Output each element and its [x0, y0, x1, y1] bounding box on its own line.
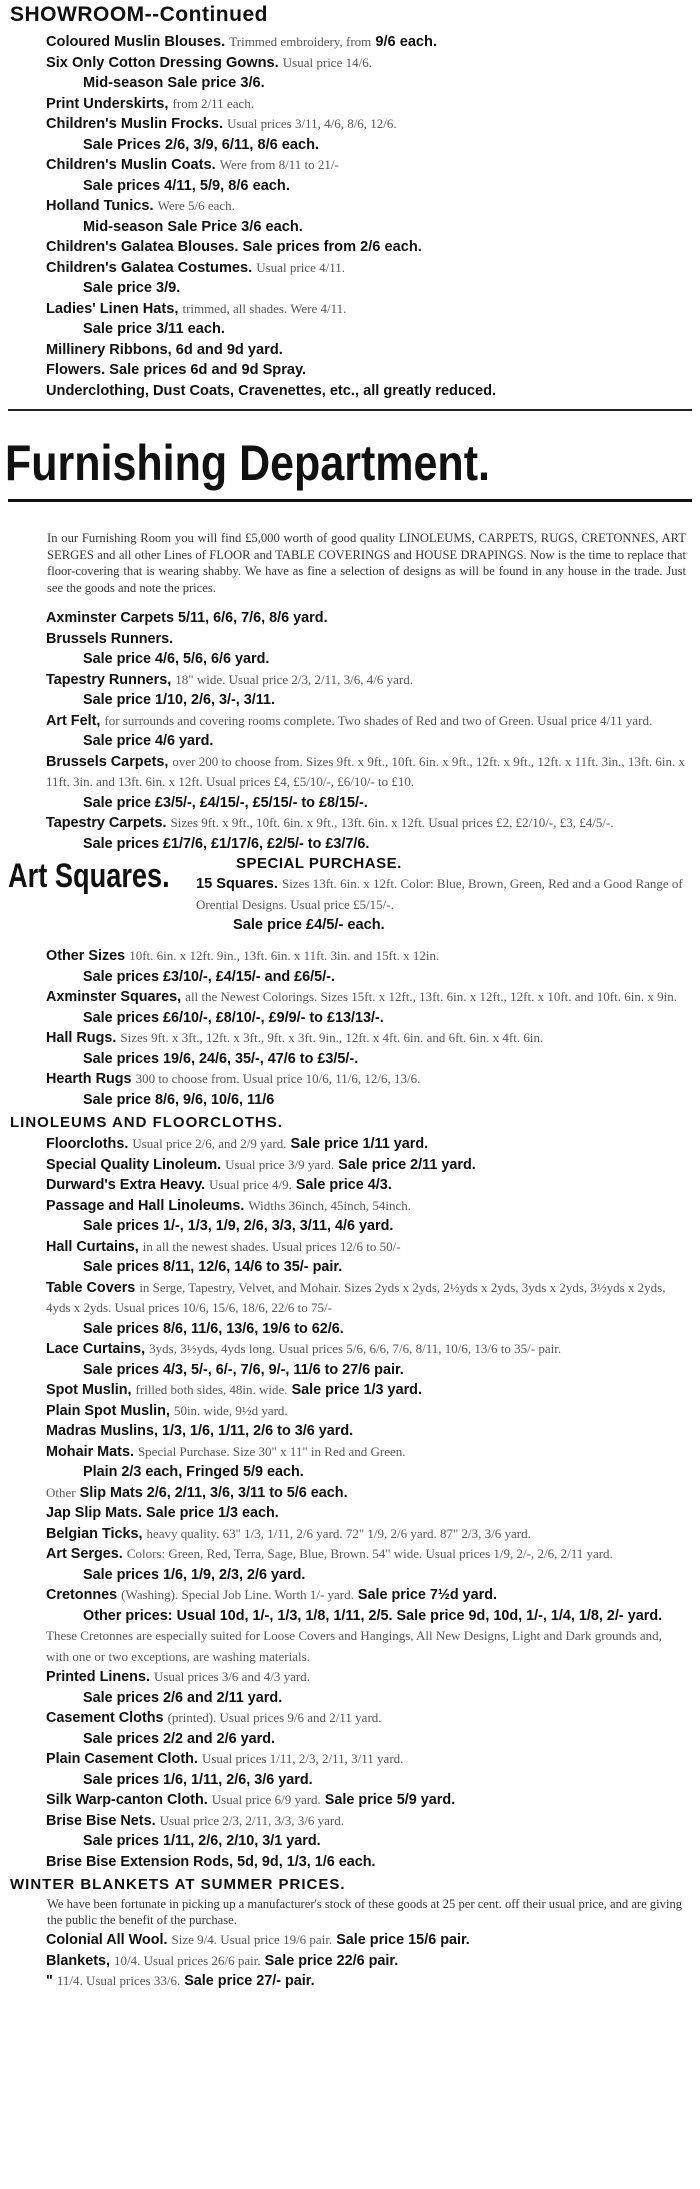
item-name: Spot Muslin,	[46, 1382, 132, 1398]
linoleums-heading: LINOLEUMS AND FLOORCLOTHS.	[10, 1114, 283, 1131]
item-detail: Usual price 4/9.	[209, 1177, 292, 1192]
item-sale-price: Sale Prices 2/6, 3/9, 6/11, 8/6 each.	[83, 136, 320, 153]
item-sale-price: Sale prices £3/10/-, £4/15/- and £6/5/-.	[83, 968, 335, 985]
list-item	[46, 1175, 686, 1196]
item-sale-price: Sale prices £1/7/6, £1/17/6, £2/5/- to £3/7/6.	[83, 835, 370, 852]
item-sale-price: Sale prices 1/6, 1/9, 2/3, 2/6 yard.	[83, 1566, 306, 1583]
item-name: Six Only Cotton Dressing Gowns.	[46, 54, 279, 71]
item-detail: in all the newest shades. Usual prices 12/6 to 50/-	[142, 1238, 401, 1254]
item-detail: 3yds, 3½yds, 4yds long. Usual prices 5/6, 6/6, 7/6, 8/11, 10/6, 13/6 to 35/- pair.	[149, 1341, 562, 1356]
item-detail: over 200 to choose from. Sizes 9ft. x 9ft., 10ft. 6in. x 9ft., 12ft. x 9ft., 12ft. x 11ft. 3in., 13ft. 6in. x 11ft. 3in. and 13ft. 6in. x 12ft. Usual prices £4, £5/10/-, £6/10/- to £10.	[46, 753, 685, 789]
item-sale-price: Other prices: Usual 10d, 1/-, 1/3, 1/8, 1/11, 2/5. Sale price 9d, 10d, 1/-, 1/4, 1/8, 2/- yard.	[83, 1607, 663, 1624]
list-item	[46, 1749, 686, 1790]
item-detail: (printed). Usual prices 9/6 and 2/11 yard.	[167, 1710, 382, 1725]
item-detail: for surrounds and covering rooms complete. Two shades of Red and two of Green. Usual price 4/11 yard.	[104, 712, 653, 728]
item-price: Sale price 4/3.	[295, 1177, 392, 1193]
item-name: Children's Galatea Blouses.	[46, 239, 239, 255]
item-detail: (Washing). Special Job Line. Worth 1/- yard.	[121, 1587, 354, 1602]
list-item	[46, 629, 686, 670]
item-name: Children's Muslin Frocks.	[46, 116, 224, 132]
list-item	[46, 155, 688, 196]
list-item	[46, 946, 686, 987]
item-name: Hall Rugs.	[46, 1030, 117, 1046]
item-detail: Usual price 2/3, 2/11, 3/3, 3/6 yard.	[159, 1812, 344, 1828]
item-sale-price: Mid-season Sale price 3/6.	[83, 75, 265, 91]
item-name: Axminster Squares,	[46, 989, 182, 1005]
list-item	[46, 32, 688, 53]
blankets-heading: WINTER BLANKETS AT SUMMER PRICES.	[10, 1876, 346, 1893]
item-name: Millinery Ribbons, 6d and 9d yard.	[46, 341, 283, 358]
art-squares-name: 15 Squares.	[196, 876, 278, 892]
list-item	[46, 1442, 686, 1483]
item-name: Ladies' Linen Hats,	[46, 300, 179, 317]
item-sale-price: Sale price 1/10, 2/6, 3/-, 3/11.	[83, 692, 276, 708]
item-detail: Usual prices 1/11, 2/3, 2/11, 3/11 yard.	[201, 1751, 404, 1766]
blankets-intro: We have been fortunate in picking up a manufacturer's stock of these goods at 25 per cent. off their usual price, and are giving the public the benefit of the purchase.	[47, 1897, 683, 1927]
item-price: Sale price 22/6 pair.	[264, 1952, 399, 1969]
list-item	[46, 1028, 686, 1069]
list-item	[46, 1503, 686, 1524]
item-sale-price: Sale price 3/11 each.	[83, 321, 225, 337]
list-item	[46, 1811, 686, 1852]
item-price: Sale price 1/3 yard.	[291, 1382, 422, 1398]
item-price: Sale price 5/9 yard.	[324, 1792, 456, 1808]
item-detail: Usual prices 3/6 and 4/3 yard.	[153, 1669, 310, 1684]
item-name: Belgian Ticks,	[46, 1525, 143, 1542]
item-detail: Sizes 9ft. x 9ft., 10ft. 6in. x 9ft., 13ft. 6in. x 12ft. Usual prices £2, £2/10/-, £3, £4/5/-.	[170, 815, 614, 830]
item-detail: Widths 36inch, 45inch, 54inch.	[248, 1197, 412, 1213]
item-price: Sale price 2/11 yard.	[338, 1156, 476, 1173]
item-name: Table Covers	[46, 1279, 136, 1296]
item-name: Silk Warp-canton Cloth.	[46, 1792, 208, 1808]
list-item	[46, 1483, 686, 1504]
item-name: Art Felt,	[46, 712, 101, 729]
list-item	[46, 1544, 686, 1585]
item-price: Sale prices from 2/6 each.	[242, 239, 422, 255]
list-item	[46, 1852, 686, 1873]
item-detail: Size 9/4. Usual price 19/6 pair.	[171, 1932, 333, 1947]
item-name: Art Serges.	[46, 1546, 123, 1562]
furnishing-list-3	[0, 1134, 700, 1872]
item-detail: Sizes 9ft. x 3ft., 12ft. x 3ft., 9ft. x 3ft. 9in., 12ft. x 4ft. 6in. and 6ft. 6in. x 4ft. 6in.	[120, 1030, 544, 1045]
item-sale-price: Sale prices 19/6, 24/6, 35/-, 47/6 to £3/5/-.	[83, 1050, 359, 1067]
item-detail: 10ft. 6in. x 12ft. 9in., 13ft. 6in. x 11ft. 3in. and 15ft. x 12in.	[129, 948, 440, 963]
item-price: Sale price 1/3 each.	[145, 1505, 279, 1521]
item-name: Brise Bise Nets.	[46, 1812, 156, 1829]
list-item	[46, 94, 688, 115]
item-name: Mohair Mats.	[46, 1443, 134, 1460]
item-sale-price: Sale price 8/6, 9/6, 10/6, 11/6	[83, 1091, 275, 1108]
art-squares-detail: Sizes 13ft. 6in. x 12ft. Color: Blue, Brown, Green, Red and a Good Range of Orential Designs. Usual price £5/15/-.	[196, 876, 683, 912]
list-item	[46, 1790, 686, 1811]
item-name: Slip Mats 2/6, 2/11, 3/6, 3/11 to 5/6 each.	[79, 1484, 348, 1501]
item-prefix: Other	[46, 1484, 76, 1500]
list-item	[46, 196, 688, 237]
list-item	[46, 608, 686, 629]
item-detail: Usual price 2/6, and 2/9 yard.	[132, 1136, 287, 1151]
list-item	[46, 381, 688, 402]
item-price: Sale prices 6d and 9d Spray.	[109, 362, 307, 378]
item-detail: Usual price 3/9 yard.	[225, 1156, 335, 1172]
item-name: Underclothing, Dust Coats, Cravenettes, etc., all greatly reduced.	[46, 382, 497, 399]
list-item	[46, 1708, 686, 1749]
art-squares-content	[196, 854, 700, 936]
list-item	[46, 1951, 686, 1972]
item-sale-price: Sale prices 1/6, 1/11, 2/6, 3/6 yard.	[83, 1771, 313, 1788]
item-detail: Usual price 4/11.	[256, 259, 345, 275]
list-item	[46, 299, 688, 340]
list-item	[46, 114, 688, 155]
art-squares-sale: Sale price £4/5/- each.	[233, 917, 385, 933]
list-item	[46, 1237, 686, 1278]
item-sale-price: Sale price 3/9.	[83, 280, 181, 296]
item-name: Brise Bise Extension Rods, 5d, 9d, 1/3, 1/6 each.	[46, 1853, 376, 1870]
item-detail: all the Newest Colorings. Sizes 15ft. x 12ft., 13ft. 6in. x 12ft., 12ft. x 10ft. and 10ft. 6in. x 9in.	[185, 989, 677, 1004]
item-name: Flowers.	[46, 362, 106, 378]
item-name: Colonial All Wool.	[46, 1932, 168, 1948]
item-sale-price: Sale prices 4/11, 5/9, 8/6 each.	[83, 177, 290, 194]
item-detail: Usual price 6/9 yard.	[211, 1792, 321, 1807]
list-item	[46, 1339, 686, 1380]
item-name: Tapestry Runners,	[46, 671, 172, 688]
item-detail: trimmed, all shades. Were 4/11.	[182, 300, 347, 316]
art-squares-block	[0, 854, 700, 946]
list-item	[46, 813, 686, 854]
item-name: Madras Muslins, 1/3, 1/6, 1/11, 2/6 to 3/6 yard.	[46, 1423, 354, 1439]
furnishing-title: Furnishing Department.	[5, 435, 490, 491]
item-detail: in Serge, Tapestry, Velvet, and Mohair. Sizes 2yds x 2yds, 2½yds x 2yds, 3yds x 2yds, 3½yds x 2yds, 4yds x 2yds. Usual prices 10/6, 15/6, 18/6, 22/6 to 75/-	[46, 1279, 666, 1315]
special-purchase-heading: SPECIAL PURCHASE.	[236, 855, 402, 872]
list-item	[46, 1971, 686, 1992]
item-sale-price: Sale prices £6/10/-, £8/10/-, £9/9/- to £13/13/-.	[83, 1009, 384, 1026]
item-sale-price: Plain 2/3 each, Fringed 5/9 each.	[83, 1464, 304, 1480]
list-item	[46, 1401, 686, 1422]
list-item	[46, 360, 688, 381]
item-detail: 50in. wide, 9½d yard.	[173, 1402, 288, 1418]
list-item	[46, 711, 686, 752]
item-name: Axminster Carpets 5/11, 6/6, 7/6, 8/6 yard.	[46, 610, 328, 626]
item-detail: These Cretonnes are especially suited for Loose Covers and Hangings, All New Designs, Light and Dark grounds and, with one or two exceptions, are washing materials.	[46, 1628, 662, 1664]
furnishing-list-1	[0, 608, 700, 854]
list-item	[46, 1421, 686, 1442]
item-detail: 10/4. Usual prices 26/6 pair.	[114, 1952, 261, 1968]
item-name: Holland Tunics.	[46, 198, 154, 214]
list-item	[46, 1626, 686, 1667]
list-item	[46, 258, 688, 299]
list-item	[46, 340, 688, 361]
item-price: 9/6 each.	[375, 34, 438, 50]
item-name: Coloured Muslin Blouses.	[46, 34, 226, 50]
item-price: Sale price 1/11 yard.	[290, 1136, 429, 1152]
item-detail: Colors: Green, Red, Terra, Sage, Blue, Brown. 54" wide. Usual prices 1/9, 2/-, 2/6, 2/11 yard.	[126, 1546, 613, 1561]
item-sale-price: Sale prices 8/6, 11/6, 13/6, 19/6 to 62/6.	[83, 1320, 344, 1337]
item-name: Passage and Hall Linoleums.	[46, 1197, 245, 1214]
item-sale-price: Sale prices 2/2 and 2/6 yard.	[83, 1730, 275, 1747]
list-item	[46, 1585, 686, 1626]
list-item	[46, 1196, 686, 1237]
furnishing-list-2	[0, 946, 700, 1110]
item-name: Print Underskirts,	[46, 95, 169, 112]
item-detail: Were from 8/11 to 21/-	[219, 157, 339, 172]
list-item	[46, 1380, 686, 1401]
item-name: Plain Spot Muslin,	[46, 1402, 170, 1419]
item-sale-price: Sale price 4/6, 5/6, 6/6 yard.	[83, 651, 270, 667]
item-name: Blankets,	[46, 1952, 110, 1969]
list-item	[46, 1930, 686, 1951]
item-name: Children's Galatea Costumes.	[46, 259, 253, 276]
item-detail: Special Purchase. Size 30" x 11" in Red and Green.	[137, 1443, 406, 1459]
item-detail: 11/4. Usual prices 33/6.	[56, 1973, 181, 1988]
item-price: Sale price 7½d yard.	[357, 1587, 498, 1603]
item-sale-price: Sale price £3/5/-, £4/15/-, £5/15/- to £8/15/-.	[83, 794, 368, 811]
item-detail: Were 5/6 each.	[157, 198, 235, 213]
item-name: Cretonnes	[46, 1587, 118, 1603]
item-sale-price: Sale price 4/6 yard.	[83, 733, 214, 749]
showroom-list	[0, 32, 700, 401]
item-name: Brussels Carpets,	[46, 753, 169, 770]
list-item	[46, 670, 686, 711]
art-squares-title: Art Squares.	[8, 857, 170, 895]
item-detail: 300 to choose from. Usual price 10/6, 11/6, 12/6, 13/6.	[135, 1071, 421, 1086]
item-detail: from 2/11 each.	[172, 95, 254, 111]
item-name: Durward's Extra Heavy.	[46, 1177, 206, 1193]
art-squares-item	[196, 874, 686, 936]
title-underline	[8, 499, 692, 502]
item-sale-price: Mid-season Sale Price 3/6 each.	[83, 218, 303, 235]
section-divider	[8, 409, 692, 411]
item-name: Hall Curtains,	[46, 1238, 139, 1255]
item-sale-price: Sale prices 1/-, 1/3, 1/9, 2/6, 3/3, 3/11, 4/6 yard.	[83, 1218, 394, 1234]
item-name: Other Sizes	[46, 948, 126, 964]
item-detail: Usual price 14/6.	[282, 54, 372, 70]
item-name: Hearth Rugs	[46, 1071, 132, 1087]
item-price: Sale price 15/6 pair.	[336, 1932, 470, 1948]
item-sale-price: Sale prices 4/3, 5/-, 6/-, 7/6, 9/-, 11/6 to 27/6 pair.	[83, 1361, 404, 1378]
furnishing-intro: In our Furnishing Room you will find £5,000 worth of good quality LINOLEUMS, CARPETS, RUGS, CRETONNES, ART SERGES and all other Lines of FLOOR and TABLE COVERINGS and HOUSE DRAPINGS. Now is the time to replace that floor-covering that is wearing shabby. We have as fine a selection of designs as will be found in any house in the trade. Just see the goods and note the prices.	[47, 531, 686, 595]
item-name: Plain Casement Cloth.	[46, 1751, 198, 1767]
list-item	[46, 53, 688, 94]
item-sale-price: Sale prices 8/11, 12/6, 14/6 to 35/- pair.	[83, 1259, 343, 1275]
showroom-title: SHOWROOM--Continued	[10, 3, 268, 26]
list-item	[46, 1155, 686, 1176]
list-item	[46, 237, 688, 258]
list-item	[46, 987, 686, 1028]
item-detail: Trimmed embroidery, from	[229, 34, 372, 49]
item-sale-price: Sale prices 2/6 and 2/11 yard.	[83, 1689, 283, 1706]
list-item	[46, 1134, 686, 1155]
list-item	[46, 752, 686, 814]
item-sale-price: Sale prices 1/11, 2/6, 2/10, 3/1 yard.	[83, 1833, 321, 1849]
item-name: Jap Slip Mats.	[46, 1505, 142, 1521]
list-item	[46, 1524, 686, 1545]
item-name: Special Quality Linoleum.	[46, 1156, 222, 1173]
furnishing-list-4	[0, 1930, 700, 1992]
list-item	[46, 1667, 686, 1708]
list-item	[46, 1069, 686, 1110]
list-item	[46, 1278, 686, 1340]
item-name: Lace Curtains,	[46, 1341, 146, 1357]
item-name: "	[46, 1973, 53, 1989]
item-detail: 18" wide. Usual price 2/3, 2/11, 3/6, 4/6 yard.	[175, 671, 413, 687]
item-name: Floorcloths.	[46, 1136, 129, 1152]
item-name: Casement Cloths	[46, 1710, 164, 1726]
item-name: Children's Muslin Coats.	[46, 157, 216, 173]
item-name: Printed Linens.	[46, 1669, 150, 1685]
item-detail: heavy quality. 63" 1/3, 1/11, 2/6 yard. 72" 1/9, 2/6 yard. 87" 2/3, 3/6 yard.	[146, 1525, 531, 1541]
item-price: Sale price 27/- pair.	[184, 1973, 315, 1989]
item-name: Brussels Runners.	[46, 630, 174, 647]
item-detail: Usual prices 3/11, 4/6, 8/6, 12/6.	[227, 116, 397, 131]
item-name: Tapestry Carpets.	[46, 815, 167, 831]
item-detail: frilled both sides, 48in. wide.	[135, 1382, 288, 1397]
